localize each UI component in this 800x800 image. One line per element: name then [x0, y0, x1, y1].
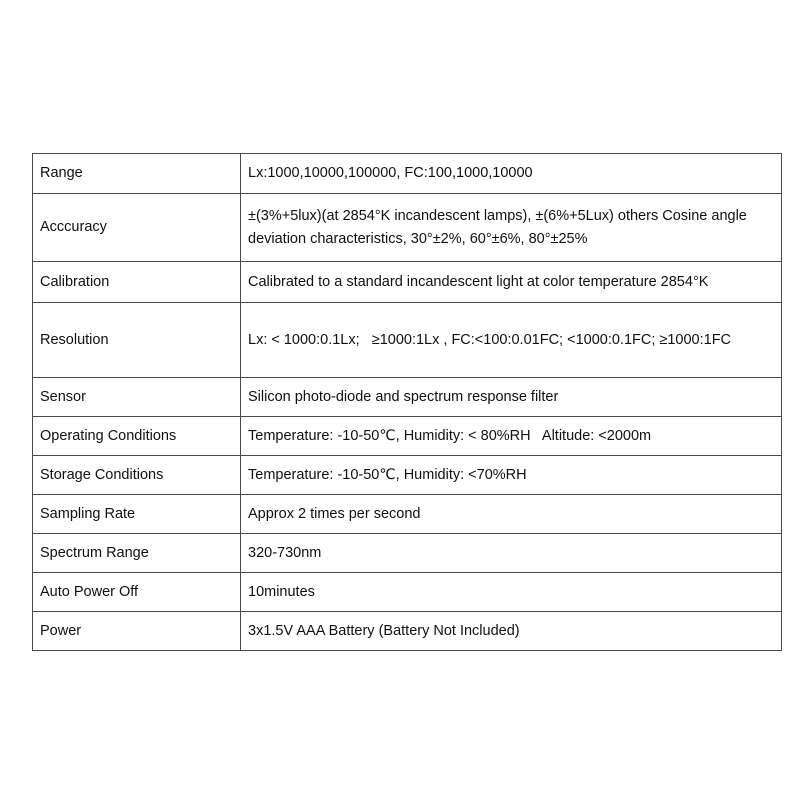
- table-row: [33, 262, 782, 303]
- spec-label: Calibration: [33, 262, 241, 303]
- spec-label: Auto Power Off: [33, 573, 241, 612]
- spec-value: 320-730nm: [241, 534, 782, 573]
- table-row: [33, 612, 782, 651]
- spec-value: Temperature: -10-50℃, Humidity: < 80%RH Altitude: <2000m: [241, 417, 782, 456]
- spec-value: Silicon photo-diode and spectrum response filter: [241, 378, 782, 417]
- spec-label: Sampling Rate: [33, 495, 241, 534]
- spec-label: Operating Conditions: [33, 417, 241, 456]
- table-row: [33, 378, 782, 417]
- spec-label: Resolution: [33, 303, 241, 378]
- spec-label: Storage Conditions: [33, 456, 241, 495]
- spec-label: Power: [33, 612, 241, 651]
- table-row: [33, 154, 782, 194]
- spec-label: Range: [33, 154, 241, 194]
- spec-label: Acccuracy: [33, 194, 241, 262]
- spec-value: ±(3%+5lux)(at 2854°K incandescent lamps), ±(6%+5Lux) others Cosine angle deviation characteristics, 30°±2%, 60°±6%, 80°±25%: [241, 194, 782, 262]
- spec-value: Approx 2 times per second: [241, 495, 782, 534]
- specifications-table: [32, 153, 782, 651]
- spec-value: Calibrated to a standard incandescent light at color temperature 2854°K: [241, 262, 782, 303]
- table-row: [33, 534, 782, 573]
- spec-value: 10minutes: [241, 573, 782, 612]
- spec-value: 3x1.5V AAA Battery (Battery Not Included): [241, 612, 782, 651]
- spec-value: Lx:1000,10000,100000, FC:100,1000,10000: [241, 154, 782, 194]
- table-row: [33, 495, 782, 534]
- spec-label: Sensor: [33, 378, 241, 417]
- spec-value: Temperature: -10-50℃, Humidity: <70%RH: [241, 456, 782, 495]
- table-row: [33, 573, 782, 612]
- spec-value: Lx: < 1000:0.1Lx; ≥1000:1Lx , FC:<100:0.01FC; <1000:0.1FC; ≥1000:1FC: [241, 303, 782, 378]
- table-row: [33, 417, 782, 456]
- table-row: [33, 456, 782, 495]
- table-row: [33, 303, 782, 378]
- spec-label: Spectrum Range: [33, 534, 241, 573]
- table-row: [33, 194, 782, 262]
